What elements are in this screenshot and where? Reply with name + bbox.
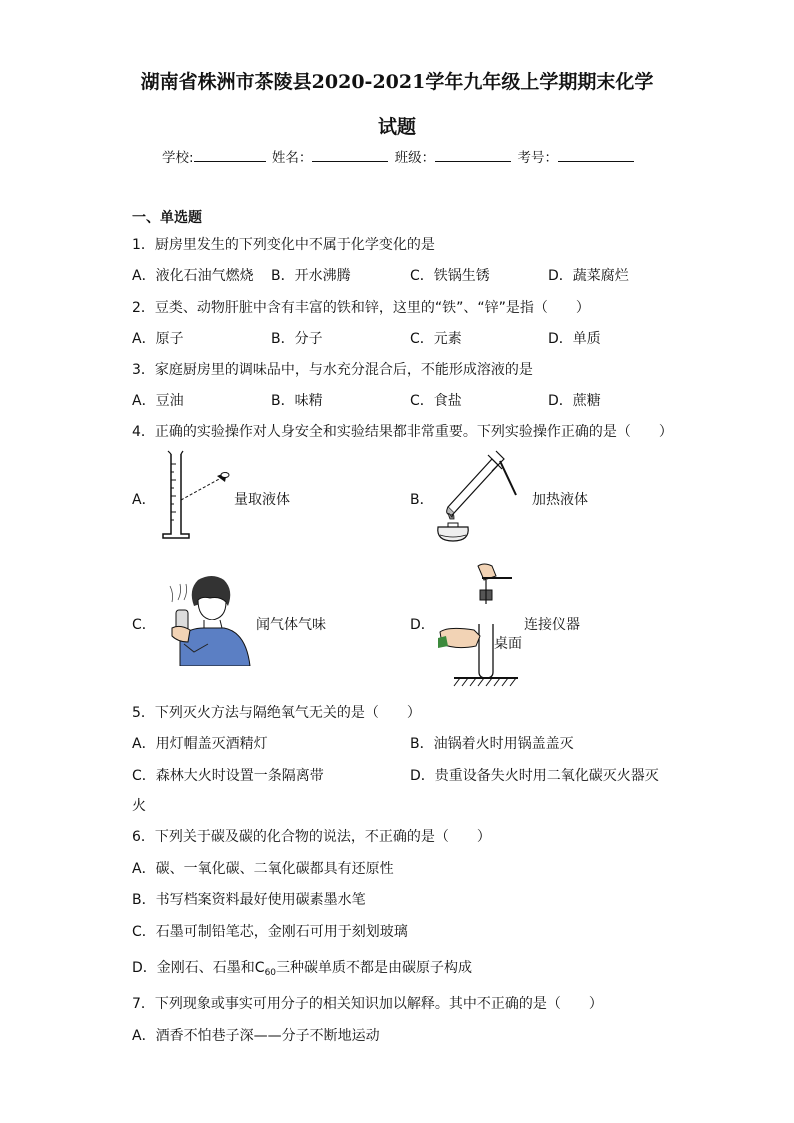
q1-option-a[interactable]: A．液化石油气燃烧 — [132, 268, 254, 284]
class-label: 班级： — [394, 150, 436, 166]
q4-option-b-text: 加热液体 — [532, 492, 588, 508]
q3-stem: 3．家庭厨房里的调味品中，与水充分混合后，不能形成溶液的是 — [132, 362, 533, 378]
q6-option-c[interactable]: C．石墨可制铅笔芯，金刚石可用于刻划玻璃 — [132, 924, 408, 940]
q6-option-a[interactable]: A．碳、一氧化碳、二氧化碳都具有还原性 — [132, 861, 394, 877]
q3-option-c[interactable]: C．食盐 — [410, 393, 462, 409]
q7-option-a[interactable]: A．酒香不怕巷子深——分子不断地运动 — [132, 1028, 380, 1044]
page-title-line1: 湖南省株洲市茶陵县2020-2021学年九年级上学期期末化学 — [140, 71, 654, 93]
q6-option-d-pre: D．金刚石、石墨和C — [132, 960, 265, 976]
q2-option-a[interactable]: A．原子 — [132, 331, 184, 347]
q4-option-b-letter[interactable]: B． — [410, 492, 434, 508]
class-blank[interactable] — [435, 147, 511, 162]
q5-stem: 5．下列灭火方法与隔绝氧气无关的是（ ） — [132, 705, 421, 721]
q6-option-d[interactable] — [132, 957, 472, 978]
page-title-line2: 试题 — [377, 116, 416, 138]
q1-option-c[interactable]: C．铁锅生锈 — [410, 268, 490, 284]
q6-option-b[interactable]: B．书写档案资料最好使用碳素墨水笔 — [132, 892, 366, 908]
section-heading: 一、单选题 — [132, 210, 202, 226]
heating-liquid-figure — [430, 447, 530, 547]
q5-option-c[interactable]: C．森林大火时设置一条隔离带 — [132, 768, 324, 784]
q1-option-b[interactable]: B．开水沸腾 — [271, 268, 351, 284]
student-info-row — [162, 146, 636, 166]
q3-option-a[interactable]: A．豆油 — [132, 393, 184, 409]
q6-option-d-post: 三种碳单质不都是由碳原子构成 — [276, 960, 473, 976]
name-blank[interactable] — [312, 147, 388, 162]
measuring-cylinder-figure — [155, 450, 235, 542]
q2-option-c[interactable]: C．元素 — [410, 331, 462, 347]
q6-stem: 6．下列关于碳及碳的化合物的说法，不正确的是（ ） — [132, 829, 491, 845]
q4-option-d-letter[interactable]: D． — [410, 617, 435, 633]
q2-option-b[interactable]: B．分子 — [271, 331, 323, 347]
q4-option-a-text: 量取液体 — [234, 492, 290, 508]
q3-option-b[interactable]: B．味精 — [271, 393, 323, 409]
q1-option-d[interactable]: D．蔬菜腐烂 — [548, 268, 629, 284]
q5-option-b[interactable]: B．油锅着火时用锅盖盖灭 — [410, 736, 574, 752]
q1-stem: 1．厨房里发生的下列变化中不属于化学变化的是 — [132, 237, 435, 253]
school-label: 学校: — [162, 150, 194, 166]
c60-subscript: 60 — [264, 968, 277, 978]
name-label: 姓名： — [271, 150, 313, 166]
q4-option-c-letter[interactable]: C． — [132, 617, 156, 633]
desk-label: 桌面 — [494, 636, 522, 652]
smelling-gas-figure — [150, 570, 252, 666]
q5-option-a[interactable]: A．用灯帽盖灭酒精灯 — [132, 736, 268, 752]
q5-option-d-continued: 火 — [132, 798, 146, 814]
q4-stem: 4．正确的实验操作对人身安全和实验结果都非常重要。下列实验操作正确的是（ ） — [132, 424, 673, 440]
q4-option-a-letter[interactable]: A． — [132, 492, 156, 508]
q4-option-d-text: 连接仪器 — [524, 617, 580, 633]
q5-option-d[interactable]: D．贵重设备失火时用二氧化碳灭火器灭 — [410, 768, 659, 784]
q3-option-d[interactable]: D．蔗糖 — [548, 393, 601, 409]
q2-stem: 2．豆类、动物肝脏中含有丰富的铁和锌，这里的“铁”、“锌”是指（ ） — [132, 300, 590, 316]
number-label: 考号： — [517, 150, 558, 166]
school-blank[interactable] — [194, 147, 266, 162]
q2-option-d[interactable]: D．单质 — [548, 331, 601, 347]
connecting-apparatus-figure — [436, 560, 520, 690]
q7-stem: 7．下列现象或事实可用分子的相关知识加以解释。其中不正确的是（ ） — [132, 996, 603, 1012]
q4-option-c-text: 闻气体气味 — [256, 617, 326, 633]
number-blank[interactable] — [558, 147, 634, 162]
